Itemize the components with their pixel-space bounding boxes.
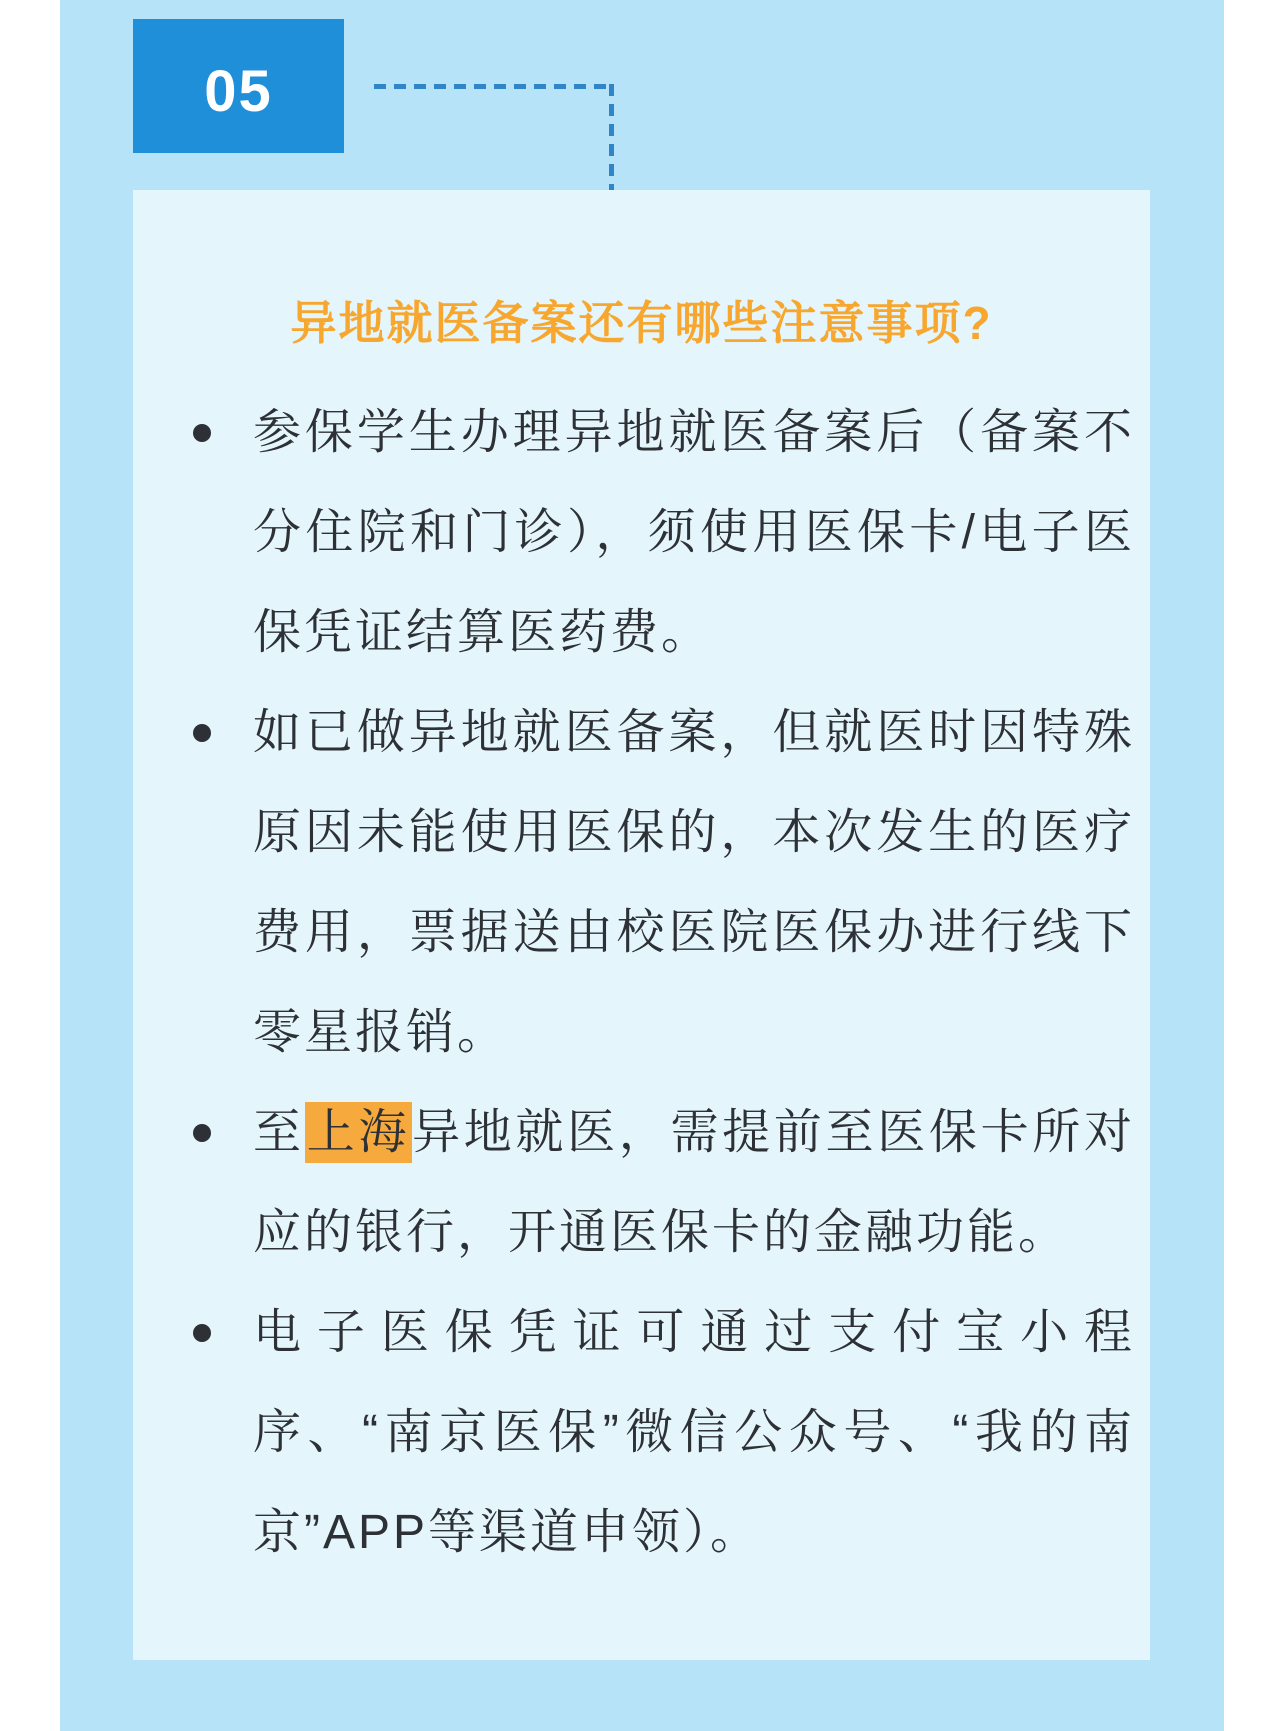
list-item bbox=[133, 1083, 1150, 1283]
section-number-badge bbox=[133, 19, 344, 153]
bullet-text-segment: 至 bbox=[253, 1106, 305, 1159]
bullet-text bbox=[253, 1083, 1135, 1283]
highlighted-text: 上海 bbox=[305, 1102, 412, 1163]
bullet-dot-icon bbox=[193, 1124, 211, 1142]
notes-list bbox=[133, 383, 1150, 1583]
connector-dashed-line-horizontal bbox=[374, 84, 614, 89]
list-item bbox=[133, 683, 1150, 1083]
content-card bbox=[133, 190, 1150, 1660]
list-item bbox=[133, 383, 1150, 683]
bullet-dot-icon bbox=[193, 724, 211, 742]
bullet-text: 电子医保凭证可通过支付宝小程序、“南京医保”微信公众号、“我的南京”APP等渠道申领）。 bbox=[253, 1306, 1135, 1559]
bullet-dot-icon bbox=[193, 424, 211, 442]
bullet-text: 参保学生办理异地就医备案后（备案不分住院和门诊），须使用医保卡/电子医保凭证结算医药费。 bbox=[253, 406, 1135, 659]
section-number: 05 bbox=[204, 58, 273, 124]
card-title: 异地就医备案还有哪些注意事项? bbox=[290, 297, 993, 349]
bullet-text: 如已做异地就医备案，但就医时因特殊原因未能使用医保的，本次发生的医疗费用，票据送由校医院医保办进行线下零星报销。 bbox=[253, 706, 1135, 1059]
bullet-dot-icon bbox=[193, 1324, 211, 1342]
list-item bbox=[133, 1283, 1150, 1583]
bullet-text-segment: 异地就医，需提前至医保卡所对应的银行，开通医保卡的金融功能。 bbox=[253, 1106, 1135, 1259]
